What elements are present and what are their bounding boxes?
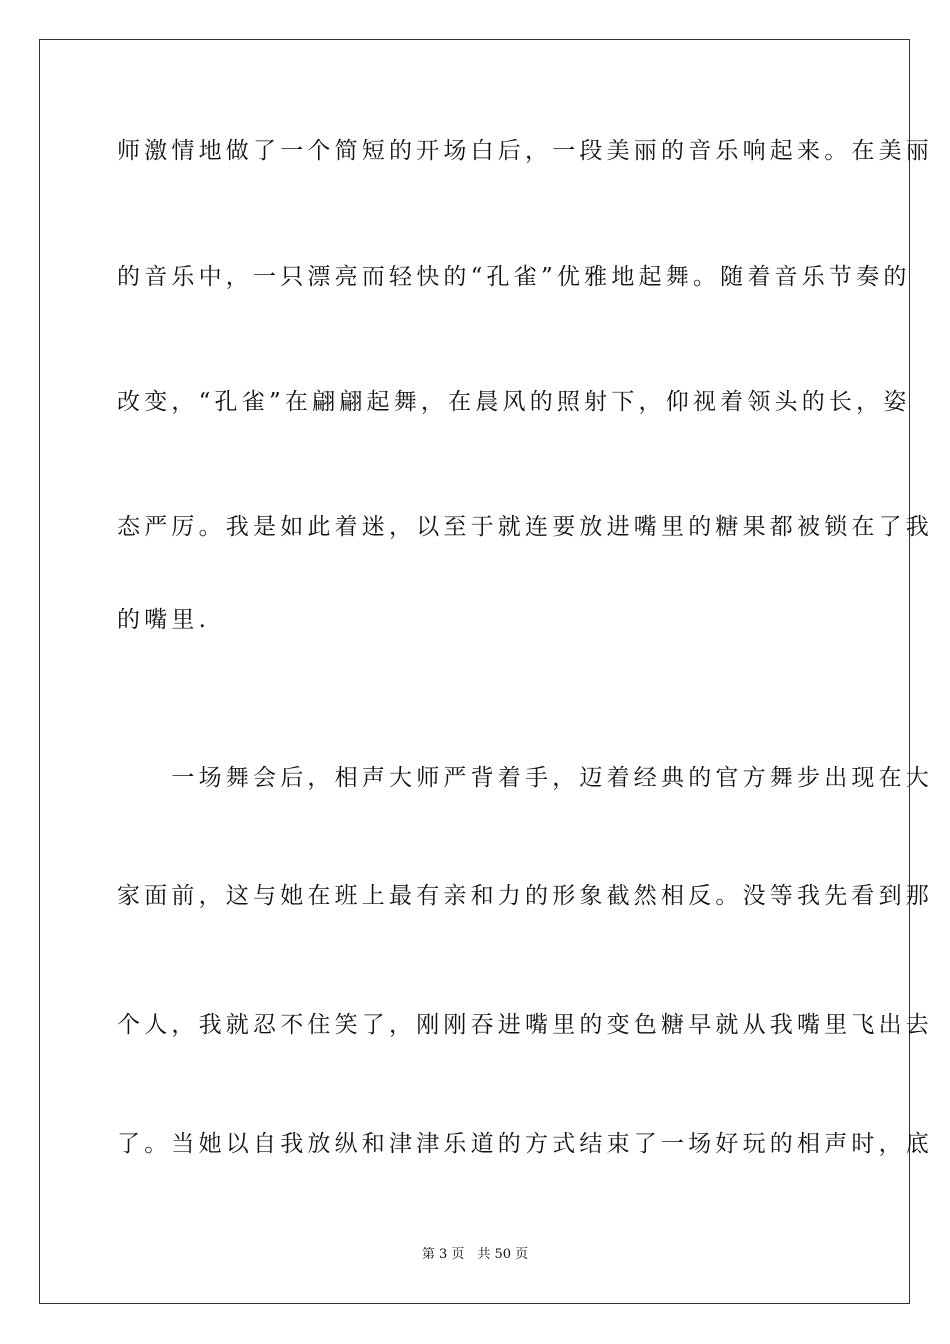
text-line: 家面前，这与她在班上最有亲和力的形象截然相反。没等我先看到那	[117, 883, 933, 909]
text-line: 个人，我就忍不住笑了，刚刚吞进嘴里的变色糖早就从我嘴里飞出去	[117, 1012, 933, 1038]
text-line: 的嘴里.	[117, 607, 211, 633]
text-line: 态严厉。我是如此着迷，以至于就连要放进嘴里的糖果都被锁在了我	[117, 514, 933, 540]
text-line: 师激情地做了一个简短的开场白后，一段美丽的音乐响起来。在美丽	[117, 138, 933, 164]
page-number: 第 3 页 共 50 页	[421, 1247, 529, 1262]
text-line: 的音乐中，一只漂亮而轻快的“孔雀”优雅地起舞。随着音乐节奏的	[117, 264, 911, 290]
text-line: 了。当她以自我放纵和津津乐道的方式结束了一场好玩的相声时，底	[117, 1131, 933, 1157]
page-border	[39, 39, 933, 1304]
text-line: 一场舞会后，相声大师严背着手，迈着经典的官方舞步出现在大	[117, 765, 933, 791]
text-line: 改变，“孔雀”在翩翩起舞，在晨风的照射下，仰视着领头的长，姿	[117, 389, 911, 415]
